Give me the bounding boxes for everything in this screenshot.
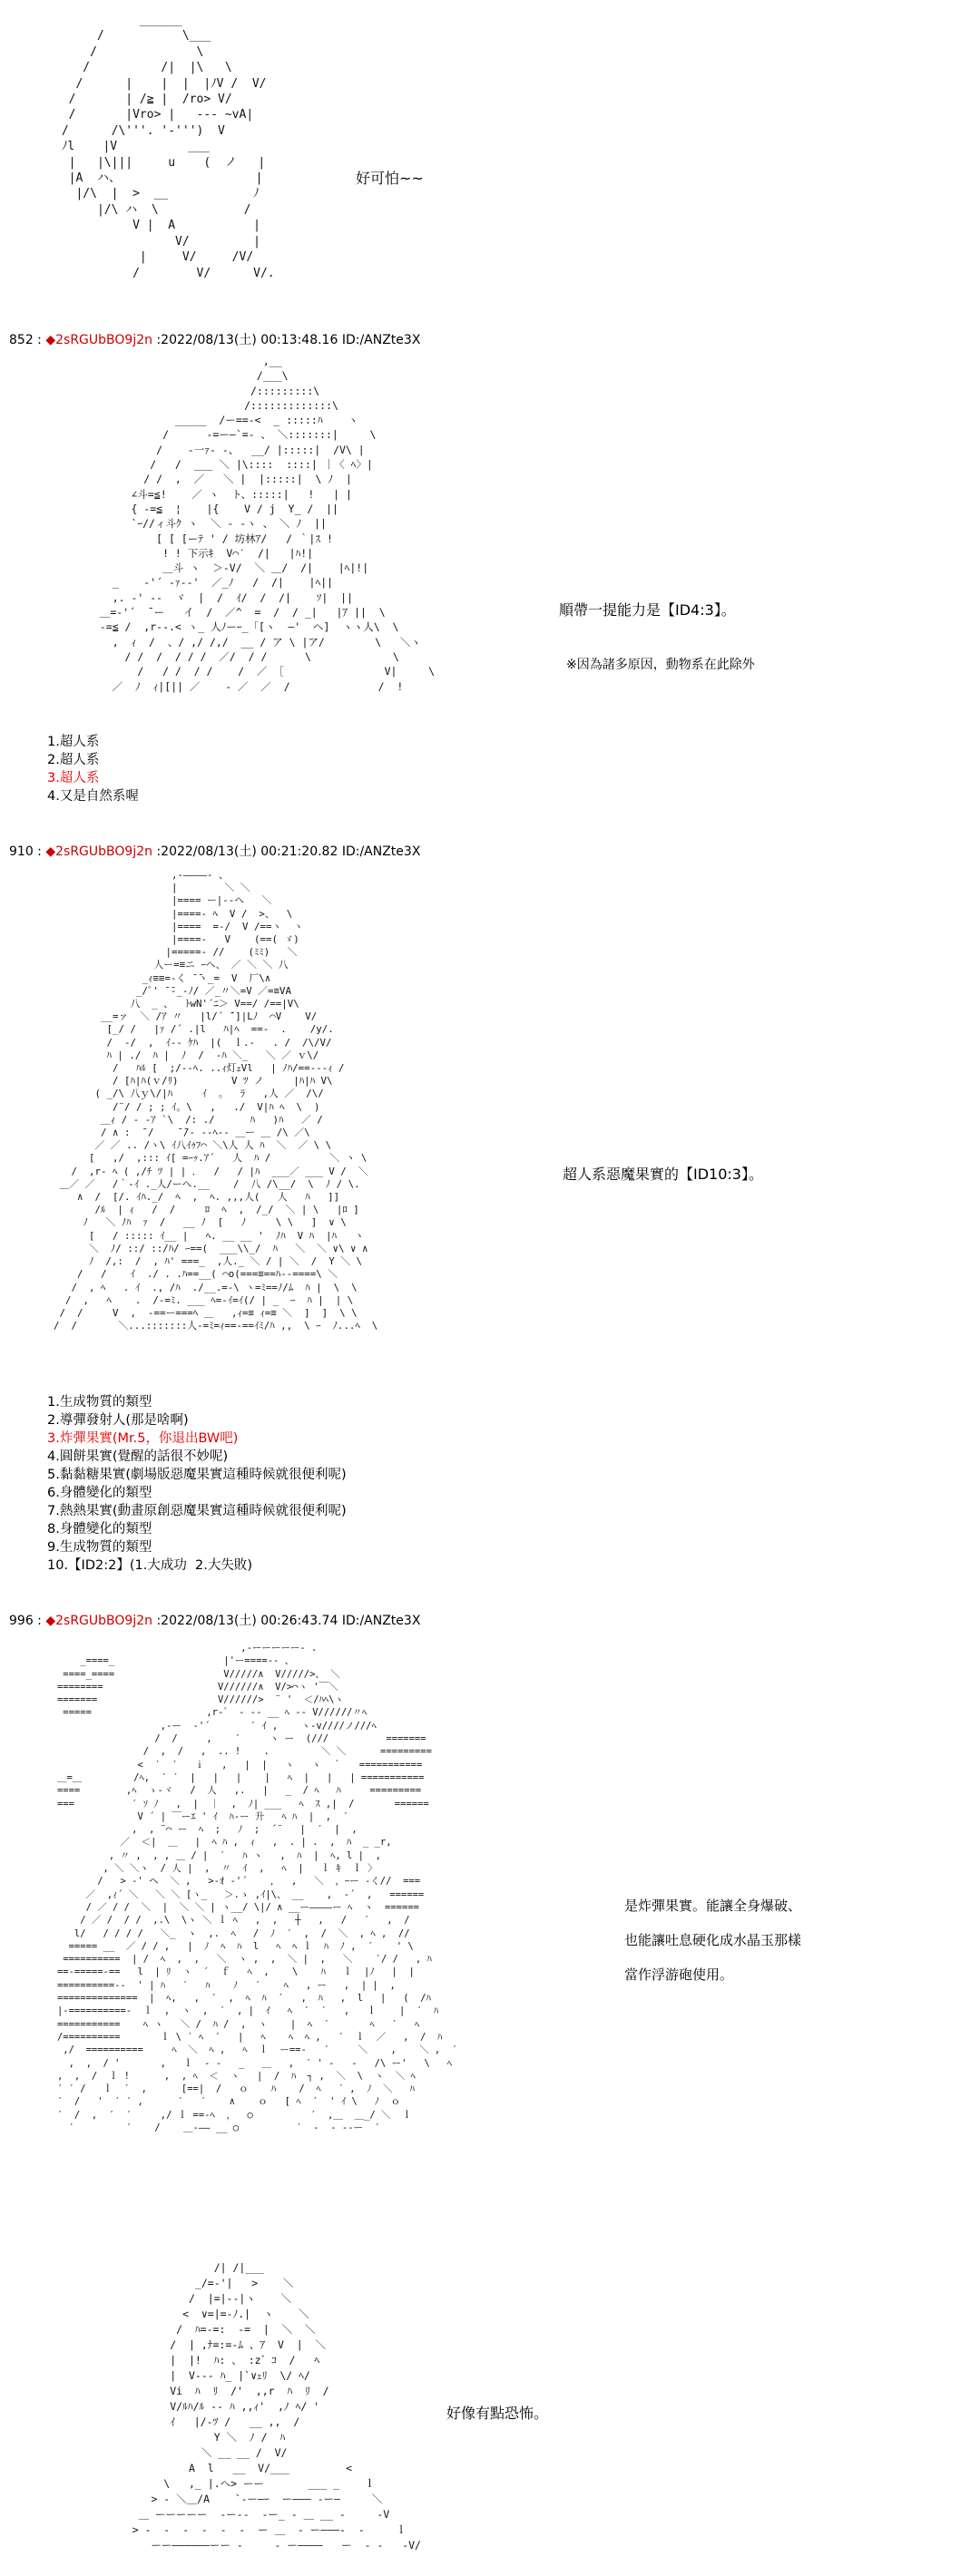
post-header-910 xyxy=(9,842,420,860)
ascii-art-panel-4: ,-ーーーーー- . _====_ |'ー====-- 、 ====_==== V/////∧ V/////>、 ＼ ======== V//////∧ V/>⌒ヽ '￣＼ ======= V//////> ¨ ' ＜/ﾊﾍ\ヽ ===== ,r‐゛ ‐ -- __ ﾍ -- V//////〃ﾍ ,-ー ‐'´ ′ ｲ , ヽ-v////ノ///ﾍ / / , ′ ヽ ー (/// ======= / , / , .. ! . ＼ ＼ ========= < ′ ′ ｉ , | | ヽ ヽ ｀ =========== ＿=＿ /ﾍ, ′ ′ | | | | ﾍ | | | =========== ==== ,ﾍ ゝ-ヾ / 人 ,. | _ / ﾍ ﾊ ========= === ′ ｿ ﾉ , | ｜ , ﾉ| ___ ﾍ ｽ ,| / ====== V ´ | ￣ーｴ ' ｲ ﾊ-ー 升 ﾍ ﾊ | , ′ , , ¨⌒ ー ﾍ ; ﾉ ; ´¨ | ′ | , ／ ＜| ＿ | ﾍ ﾊ , ｨ , . | . , ﾊ _ _r, , 〃 , , , ＿ / | ′ ﾊ ヽ , ﾊ | ﾍ, l | , , ＼ ＼ヽ / 人 | , 〃 ｲ , ﾍ | ｌ ｷ ｌ 〉 / > ‐' ヘ ＼ , >-ｵ ‐'´ ， , ＼ ，ｰー ‐く// === ／ ,ｨ´ ＼ ＼ ＼ [ヽ_ ＞.ゝ ,ｲ|\、 __ , ‐´ , ====== / ／ / / ＼ | ＼ ＼ | ヽ__/ \|/ ∧ __ー――――ー ﾍ ヽ ====== / ／ / / / ,.\ \ヽ ＼ ｌ ﾍ , , ┼ , / ′ , / l/ / / / / ＼_ ヽ ,. ﾍ / ﾉ ′ , / ＼ , ﾍ , // ===== __ ／ / / , | ﾉ ﾍ ﾊ l ﾍ ﾍ ｌ ﾊ ﾉ , ′ ' \ ========== | / ﾍ , , ＼ ヽ , , ＼ | , ＼ ′/ / , ﾊ ==-=====-== l | ﾘ ヽ ′ ｆ ﾍ , \ ﾊ ｌ |ﾉ | | ==========-- ' | ﾊ ′ ﾊ ﾉ ′ ﾍ , ー , | | , ============== | ﾍ, , ′ , ﾍ ﾊ ′ , ﾊ , l | ( /ﾊ |‐==========- ｌ , ヽ , ′ , | ｲ ﾍ ′ ′ , ｌ | ′ ﾊ =========== ﾍ ヽ ＼ / ﾊ / , ヽ | ﾍ ′ ﾍ ′ ﾍ /========== ｌ \ ′ ﾍ ′ | ﾍ ﾍ ﾍ , ′ ｌ ／ , / ﾊ ,/ ========== ﾍ ＼ ﾍ , ﾍ ｌ ー==‐ ′ ＼ , ＼ , ′ , , / ' , ｌ ‐ ‐ _ ＿ , ′ ' ‐ ‐ /\ ー' \ ﾍ , , / ｌ ! , , ﾍ ＜ ヽ | / ﾊ ┐ , ＼ \ ヽ ＼ ﾍ ′ ′ / ｌ ′ , [==| / ｏ ﾊ / ﾍ ′ , ﾉ ＼ ﾊ ′ / ' ′ ′ , ′ ′ ∧ ｏ [ ﾍ ′ ' ｲ \ ﾉ ｏ ′ / , ′ ′ ,/ ｌ ==-ﾍ ， ○ ′ ,＿ ＿_/ ＼ ｌ ′ ′ / ＿‐―― __ ○ ′ ‐ ‐ ‐‐ー ′ xyxy=(56,1643,458,2133)
post-date: :2022/08/13(土) 00:26:43.74 ID:/ANZte3X xyxy=(152,1614,421,1628)
post-header-996 xyxy=(9,1611,420,1629)
ascii-art-panel-2: ,__ /___\ /:::::::::\ /:::::::::::::\ _____ /ー==-< _ :::::ﾊ ヽ / -=ー―`=- 、 ＼:::::::| \ / -一ｧ‐ -、 __/ |:::::| /V\ | / / ___ ＼ |\:::: ::::| ｜〈 ﾍ〉| / / , ／ ＼ | |:::::| \ ﾉ | ∠斗=≦! ／ ヽ ト、:::::| ! | | { -=≦ ¦ |{ V / j Y_ / || `ｰ//ィ斗ｸ ヽ ＼ - -ヽ 、 ＼ ﾉ || [ [ [ーﾃ ' / 坊林ｱ/ / ｀|ｽ ! ! ! 下示ｷ V⌒′ /| |ﾊ!| ＿斗 ヽ ＞-V/ ＼ ＿/ /| |ﾍ|!| _ -'´ -ｧ‐‐' ／_ﾉ / /| |ﾍ|| ,. -' ‐- ヾ | / ｲ/ / /| ｿ| || ＿=-'´ ̄ ー イ / ／^ = / / _| |ｱ || \ -=≦ / ,r--.< ヽ_ 人ﾉーｰ_「[ヽ ―' ヘ] ヽヽ人\ \ , ｨ / 、/ ,/ /,/ __ / ア \ |ア/ \ ＼ヽ / / / / / / ／/ / / \ \ / / / / / / ／ ［ V| \ ／ ﾉ ｨ|[|| ／ - ／ ／ / / ! xyxy=(99,355,436,693)
post-number: 852 : xyxy=(9,333,46,347)
ascii-art-panel-3: ,-――――- 、 | ＼ ＼ |==== ー|‐-ヘ ＼ |====- ﾍ V / >、 \ |==== =-/ V /==ヽ ヽ |====- V (==( ゞ) |=====- // (ﾐﾐ) ＼ 人ー=≡ニ ｰヘ、 ／ ＼ ＼ 八 _ｨ≡≡=-く ̄ ̄ヽ_= V 厂\∧ _/ﾟ' ̄ ̄‐_-ﾉ/ ／_〃＼=V ／=≡VA 八 _ 、 ﾄwN'´ﾆ＞ V==/ /==|V\ __=ァ ＼ /ｱ 〃 |l/´ ̄´]|Lﾉ ⌒V V/ [_/ / |ｧ /´ .|l ﾊ|ﾍ ==- . /y/. / -/ , ｲ-- ｹﾊ |( ｌ.- . / /\/V/ ﾊ | ./ ﾊ | ﾉ / -ﾊ ＼_ ＼ ／ ｖ\/ / ﾊﾙ [ ;/--ﾍ. ..ｨ灯ｪVl | ﾉﾊ/==---ｨ / / [ﾊ|ﾊ(ｖ/ﾘ) V ﾂ ノ |ﾊ|ﾊ V\ ( _/\ 八ｙ\/|ﾊ ｲ 。 ﾗ ,人 ／ /\/ /¨/ / ; ; ｲ。\ , ./ V|ﾊ ﾍ \ ) ＿ｨ / ‐ ‐ｱ `\ /: ./ ﾊ )ﾊ ／ / / ∧ : ̄ / ̄ ̄/- --ﾍ-- ＿ー ＿ /\ ／\ ／ ／ .. /ヽ\ ｲ八ｲｩﾌ⌒ ＼\人 人 ﾊ ＼ ／ \ \ [ ,/ ,::: ｲ[ =ｰｯ.ｱ´ 人 ﾊ / ＼ ヽ \ / ,r- ﾍ ( ,/ﾁ ﾂ | | ． / / |ﾊ ___／ ___ V / ＼ ＿／ ／ /｀-ｲ ._人/ーヘ.__ / 八 /\__/ \ ﾉ / \. ∧ / [/. ｲﾊ._/ ﾍ , ﾍ. ,,,人( 人 ﾊ ]] /ﾙ | ｨ / / ﾛ ﾍ , /_/ ＼ | \ |ﾛ ] ﾉ ＼ ﾉﾊ ｧ / __ ﾉ [ ﾉ \ \ ] ∨ \ [ / ::::: ｲ__ | ﾍ. __ __ ' ﾉﾊ V ﾊ |ﾊ ヽ ＼ ﾉ/ ::/ ::/ﾊ/ ｰ==( ___\\_/ ﾊ ＼ ＼ ∨\ ∨ ∧ ﾉ /,: / , ﾊ' ===_ ,人._ ＼ / | ＼ / Y ＼ \ / / ｲ ./ . .ﾊ==__( ⌒o(===≡==ﾊ--====\ ＼ / , ﾍ . ｲ ., /ﾊ ./__.=-\ ヽ=ﾐ==ﾉ/ﾑ ﾊ | \ \ / , ﾍ . /-=ﾐ. ___ ﾍ=-ｲ=ｲ(/ | _ ｰ ﾊ | | \ / / V , -==ー===ﾍ ＿ ,ｨ=≡ ｨ=≡ ＼ ] ] \ \ / / ＼...:::::::人-=ﾐ=ｨ==-==ｲﾐ/ﾊ ,, \ ｰ ﾉ...ﾍ \ xyxy=(54,869,378,1332)
list-item: 7.熱熱果實(動畫原創惡魔果實這種時候就很便利呢) xyxy=(47,1504,347,1518)
poster-name-link[interactable]: 2sRGUbBO9j2n xyxy=(55,1614,152,1628)
ascii-art-panel-5: /| /|___ _/=-'| > ＼ / |=|--|ヽ ＼ < ∨=|=-ﾉ.| ヽ ＼ / ﾊ=-=: -= | ＼ ＼ / | ,ﾅ=:=-ﾑ 、ｱ V | ＼ | |! ﾊ: 、 :z゛ｺ / ﾍ | V--- ﾊ_ |`∨ｪﾘ \/ ﾍ/ Vi ﾊ ﾘ /' ,,r ﾊ ﾘ / V/ﾙﾊ/ﾙ ‐- ﾊ ,,ｨ' ,ﾉ ﾍ/ ' ｲ |/-ﾂ / __ ,, / Y ＼ ﾉ / ﾊ ＼ __ __ / V/ A l __ V/___ < \ ,_ |.ヘ> ーー ___ _ ｌ > ‐ ＼＿/A `-ー―ｰ ー――― ‐ー― ＼ ＿ ーーーーー ‐ー‐- -ー_ ‐ ＿ __ ‐ -V > ‐ ‐ ‐ ‐ ‐ ‐ ー ＿ ‐ ー―――‐ ‐ ｌ ーー――――――ーー ‐ ‐ ー―――― ー ‐ ‐ -V/ xyxy=(132,2261,421,2552)
caption-1: 好可怕~~ xyxy=(356,170,424,187)
post-number: 996 : xyxy=(9,1614,46,1628)
list-item: 2.導彈發射人(那是啥啊) xyxy=(47,1413,189,1428)
list-item: 4.圓餅果實(覺醒的話很不妙呢) xyxy=(47,1449,229,1464)
post-date: :2022/08/13(土) 00:13:48.16 ID:/ANZte3X xyxy=(152,333,421,347)
list-item: 5.黏黏糖果實(劇場版惡魔果實這種時候就很便利呢) xyxy=(47,1468,347,1482)
list-item: 4.又是自然系喔 xyxy=(47,789,139,804)
caption-852-ability: 順帶一提能力是【ID4:3】。 xyxy=(559,601,736,619)
caption-5: 好像有點恐怖。 xyxy=(446,2405,549,2422)
list-item: 8.身體變化的類型 xyxy=(47,1522,152,1537)
poster-name-link[interactable]: 2sRGUbBO9j2n xyxy=(55,844,152,859)
post-number: 910 : xyxy=(9,844,46,859)
post-header-852 xyxy=(9,330,420,348)
list-item: 6.身體變化的類型 xyxy=(47,1486,152,1500)
list-item-selected: 3.炸彈果實(Mr.5，你退出BW吧) xyxy=(47,1431,239,1446)
trip-diamond-icon: ◆ xyxy=(45,333,56,347)
list-item: 2.超人系 xyxy=(47,753,100,767)
post-date: :2022/08/13(土) 00:21:20.82 ID:/ANZte3X xyxy=(152,844,421,859)
ascii-art-panel-1: ______ / \___ / \ / /| |\ \ / | | | |ﾉV / V/ / | /≧ | /ro> V/ / |Vro> | ‐-- ~vA| / /\'''. '-''') V ﾉl |V ___ | |\||| u ( ノ | |A ハ、 | |/\ | > __ ﾉ |/\ ハ \ / V | A | V/ | | V/ /V/ / V/ V/. xyxy=(61,14,275,280)
option-list-852 xyxy=(47,733,139,805)
caption-852-note: ※因為諸多原因，動物系在此除外 xyxy=(566,658,755,672)
list-item: 10.【ID2:2】(1.大成功 2.大失敗) xyxy=(47,1558,253,1573)
list-item: 1.超人系 xyxy=(47,735,100,749)
trip-diamond-icon: ◆ xyxy=(45,844,56,859)
caption-910: 超人系惡魔果實的【ID10:3】。 xyxy=(563,1166,763,1183)
list-item: 9.生成物質的類型 xyxy=(47,1540,152,1555)
list-item-selected: 3.超人系 xyxy=(47,771,100,785)
caption-996: 是炸彈果實。能讓全身爆破、 也能讓吐息硬化成水晶玉那樣 當作浮游砲使用。 xyxy=(624,1898,802,1983)
trip-diamond-icon: ◆ xyxy=(45,1614,56,1628)
list-item: 1.生成物質的類型 xyxy=(47,1395,152,1410)
option-list-910 xyxy=(47,1393,347,1575)
poster-name-link[interactable]: 2sRGUbBO9j2n xyxy=(55,333,152,347)
